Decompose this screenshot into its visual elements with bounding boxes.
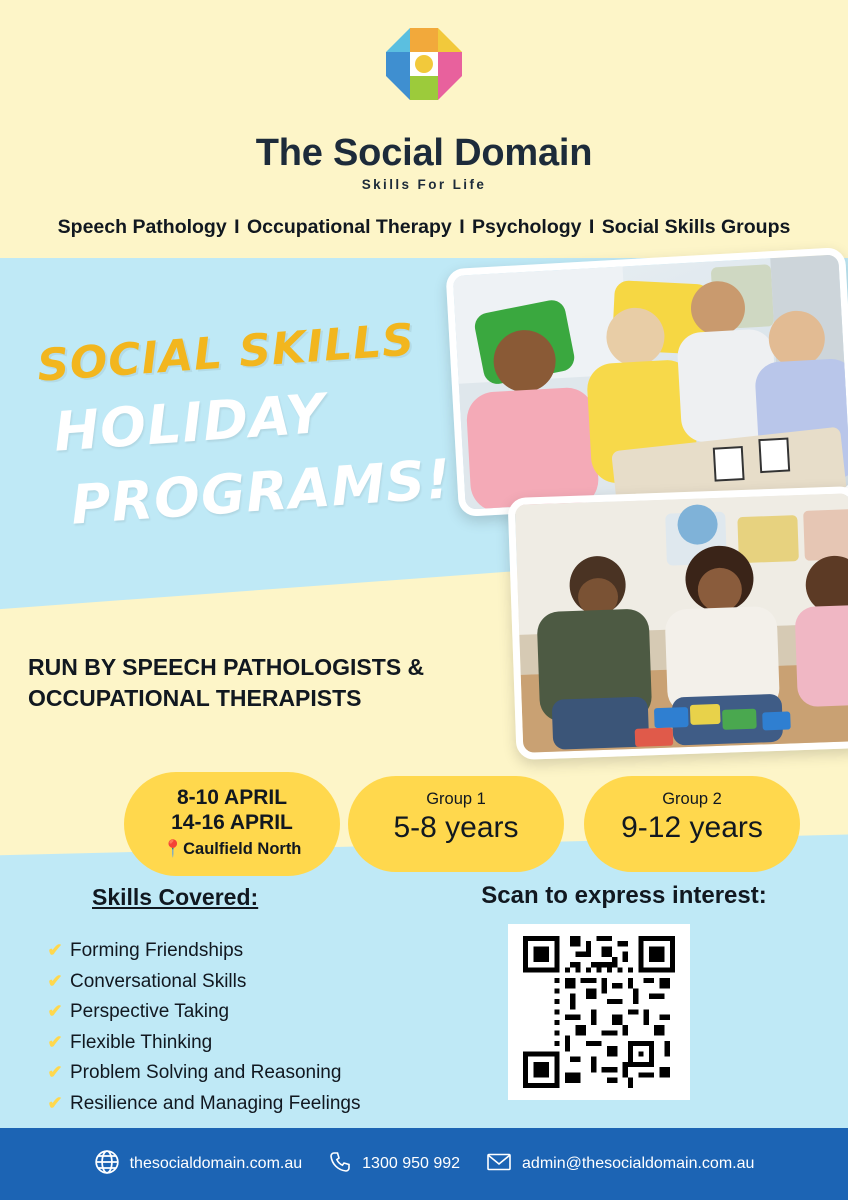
footer-bar <box>0 1128 848 1200</box>
email-label: admin@thesocialdomain.com.au <box>522 1155 755 1172</box>
service-speech-pathology: Speech Pathology <box>57 216 227 238</box>
website-label: thesocialdomain.com.au <box>129 1155 303 1172</box>
service-social-skills-groups: Social Skills Groups <box>601 216 791 238</box>
brand-name: The Social Domain <box>255 132 593 174</box>
group-1-label: Group 1 <box>426 790 486 808</box>
brand-logo <box>0 22 848 192</box>
check-tick-icon: ✔ <box>47 940 63 960</box>
dates-pill <box>124 772 340 876</box>
list-item <box>40 971 440 993</box>
group-1-ages: 5-8 years <box>393 811 519 844</box>
services-line <box>0 216 848 239</box>
skills-heading: Skills Covered: <box>92 884 259 910</box>
subheading: RUN BY SPEECH PATHOLOGISTS & OCCUPATIONAL THERAPISTS <box>28 654 425 712</box>
list-item <box>40 1032 440 1054</box>
phone-icon <box>328 1150 352 1179</box>
skill-label: Perspective Taking <box>70 1001 230 1022</box>
location-label: Caulfield North <box>183 839 302 858</box>
skill-label: Problem Solving and Reasoning <box>70 1062 342 1083</box>
date-line-2: 14-16 APRIL <box>171 810 293 834</box>
check-tick-icon: ✔ <box>47 1001 63 1021</box>
headline-line-1: SOCIAL SKILLS <box>35 314 417 392</box>
qr-code-icon[interactable] <box>520 936 678 1088</box>
footer-email[interactable] <box>486 1149 754 1180</box>
skills-list <box>40 940 440 1123</box>
scan-heading: Scan to express interest: <box>481 882 767 909</box>
check-tick-icon: ✔ <box>47 1062 63 1082</box>
skill-label: Flexible Thinking <box>70 1031 213 1053</box>
skill-label: Forming Friendships <box>70 940 244 961</box>
service-separator: I <box>459 216 465 238</box>
service-separator: I <box>234 216 240 238</box>
list-item <box>40 1001 440 1023</box>
brand-tagline: Skills For Life <box>361 177 487 192</box>
headline <box>30 315 472 535</box>
qr-code-card[interactable] <box>508 924 690 1100</box>
check-tick-icon: ✔ <box>47 970 63 991</box>
location-row <box>124 840 340 859</box>
map-pin-icon: 📍 <box>162 839 184 858</box>
skill-label: Conversational Skills <box>70 970 247 992</box>
group-2-pill <box>584 776 800 872</box>
headline-line-2: HOLIDAY <box>51 381 328 464</box>
check-tick-icon: ✔ <box>47 1031 63 1052</box>
footer-phone[interactable] <box>328 1150 460 1179</box>
envelope-icon <box>486 1149 512 1180</box>
pinwheel-logo-icon <box>370 22 478 118</box>
headline-line-3: PROGRAMS! <box>68 447 454 537</box>
skill-label: Resilience and Managing Feelings <box>70 1092 361 1114</box>
date-line-1: 8-10 APRIL <box>176 786 288 809</box>
photo-children-craft-table <box>445 247 848 517</box>
list-item <box>40 940 440 962</box>
list-item <box>40 1093 440 1115</box>
group-2-ages: 9-12 years <box>621 811 763 844</box>
service-psychology: Psychology <box>472 216 582 238</box>
list-item <box>40 1062 440 1084</box>
group-1-pill <box>348 776 564 872</box>
service-separator: I <box>588 216 595 238</box>
footer-website[interactable] <box>94 1149 303 1180</box>
globe-icon <box>94 1149 120 1180</box>
check-tick-icon: ✔ <box>47 1092 63 1113</box>
phone-label: 1300 950 992 <box>362 1155 461 1172</box>
service-occupational-therapy: Occupational Therapy <box>246 216 452 238</box>
group-2-label: Group 2 <box>662 790 722 808</box>
photo-children-playing-blocks <box>508 486 848 760</box>
